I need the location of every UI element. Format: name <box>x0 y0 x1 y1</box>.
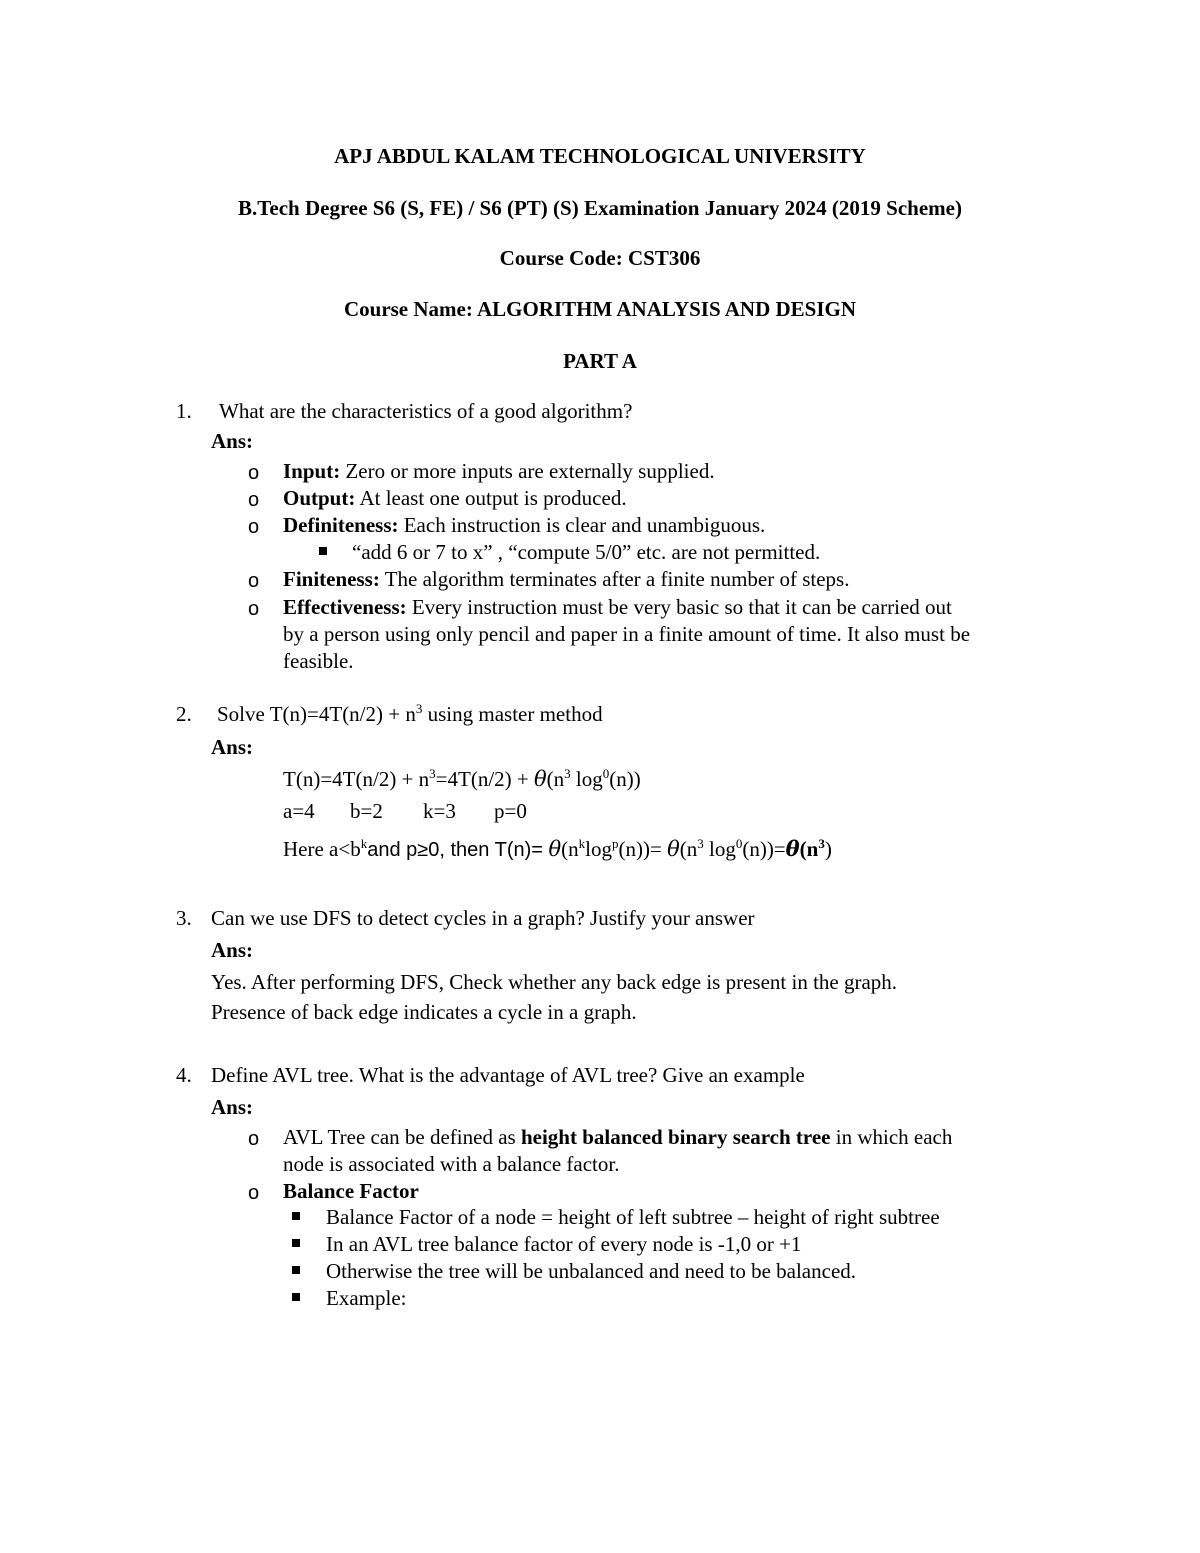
eq-part: log <box>585 837 612 861</box>
item-term: Effectiveness: <box>283 595 407 619</box>
part-heading: PART A <box>563 349 637 373</box>
question-number: 3. <box>176 906 192 930</box>
eq-part: (n <box>679 837 698 861</box>
exponent: 3 <box>697 836 704 851</box>
item-text: At least one output is produced. <box>355 486 627 510</box>
square-bullet-icon <box>292 1293 300 1301</box>
circle-bullet-icon: o <box>248 462 260 484</box>
circle-bullet-icon: o <box>248 1182 260 1204</box>
parameter-a: a=4 <box>283 799 315 823</box>
item-text: AVL Tree can be defined as <box>283 1125 521 1149</box>
list-item <box>283 566 849 592</box>
sub-list-item: Balance Factor of a node = height of left subtree – height of right subtree <box>326 1205 940 1229</box>
question-text: Can we use DFS to detect cycles in a graph? Justify your answer <box>211 906 755 930</box>
item-text: The algorithm terminates after a finite number of steps. <box>379 567 850 591</box>
exponent: 3 <box>564 766 571 781</box>
item-text: Each instruction is clear and unambiguous. <box>398 513 766 537</box>
circle-bullet-icon: o <box>248 598 260 620</box>
eq-part: ) <box>824 837 832 861</box>
circle-bullet-icon: o <box>248 516 260 538</box>
parameter-p: p=0 <box>494 799 527 823</box>
theta-symbol: θ <box>667 837 680 861</box>
list-item <box>283 594 952 620</box>
question-number: 4. <box>176 1063 192 1087</box>
eq-part: (n <box>546 767 565 791</box>
item-term: Output: <box>283 486 356 510</box>
list-item: Balance Factor <box>283 1179 419 1203</box>
course-name: Course Name: ALGORITHM ANALYSIS AND DESIGN <box>343 297 857 321</box>
sub-list-item: In an AVL tree balance factor of every node is -1,0 or +1 <box>326 1232 802 1256</box>
question-text-part: Solve T(n)=4T(n/2) + n <box>217 702 416 726</box>
list-item <box>283 512 765 538</box>
sub-list-item: “add 6 or 7 to x” , “compute 5/0” etc. are not permitted. <box>352 540 821 564</box>
question-number: 2. <box>176 702 192 726</box>
circle-bullet-icon: o <box>248 570 260 592</box>
list-item <box>283 485 627 511</box>
course-code: Course Code: CST306 <box>499 246 701 270</box>
item-text: Zero or more inputs are externally supplied. <box>340 459 715 483</box>
list-item <box>283 458 715 484</box>
sub-list-item: Example: <box>326 1286 407 1310</box>
parameter-b: b=2 <box>350 799 383 823</box>
exam-title: B.Tech Degree S6 (S, FE) / S6 (PT) (S) Examination January 2024 (2019 Scheme) <box>238 196 962 220</box>
eq-part: Here a<b <box>283 837 361 861</box>
item-term: Finiteness: <box>283 567 380 591</box>
square-bullet-icon <box>292 1212 300 1220</box>
list-item <box>283 1124 952 1150</box>
exponent: 3 <box>818 836 825 851</box>
item-text: in which each <box>830 1125 953 1149</box>
list-item-continuation: node is associated with a balance factor. <box>283 1152 620 1176</box>
answer-label: Ans: <box>211 938 254 962</box>
equation-line <box>283 836 832 863</box>
question-text <box>217 701 603 727</box>
item-term: height balanced binary search tree <box>520 1125 831 1149</box>
square-bullet-icon <box>292 1239 300 1247</box>
answer-label: Ans: <box>211 735 254 759</box>
eq-part: log <box>570 767 603 791</box>
eq-part: (n))= <box>742 837 786 861</box>
theta-symbol: θ <box>548 837 562 861</box>
square-bullet-icon <box>319 547 327 555</box>
parameter-k: k=3 <box>423 799 456 823</box>
circle-bullet-icon: o <box>248 1128 260 1150</box>
item-text: Every instruction must be very basic so that it can be carried out <box>406 595 952 619</box>
eq-part: (n <box>561 837 579 861</box>
exponent: p <box>612 836 619 851</box>
eq-part: (n <box>799 837 819 861</box>
question-number: 1. <box>176 399 192 423</box>
sub-list-item: Otherwise the tree will be unbalanced and need to be balanced. <box>326 1259 857 1283</box>
equation-line <box>283 766 641 792</box>
question-text-part: using master method <box>422 702 603 726</box>
exponent: k <box>360 836 368 851</box>
answer-text: Yes. After performing DFS, Check whether any back edge is present in the graph. <box>211 970 898 994</box>
exponent: 0 <box>735 836 743 851</box>
exponent: 3 <box>415 701 423 716</box>
eq-part: =4T(n/2) + <box>435 767 534 791</box>
answer-label: Ans: <box>211 1095 254 1119</box>
circle-bullet-icon: o <box>248 489 260 511</box>
eq-part: log <box>703 837 736 861</box>
exponent: k <box>578 836 586 851</box>
eq-part: (n)) <box>609 767 641 791</box>
list-item-continuation: by a person using only pencil and paper in a finite amount of time. It also must be <box>283 622 971 646</box>
theta-symbol: θ <box>785 836 800 861</box>
exponent: 0 <box>602 766 610 781</box>
question-text: What are the characteristics of a good algorithm? <box>219 399 633 423</box>
university-title: APJ ABDUL KALAM TECHNOLOGICAL UNIVERSITY <box>334 144 866 168</box>
item-term: Definiteness: <box>283 513 399 537</box>
eq-part: (n))= <box>618 837 668 861</box>
eq-part: T(n)=4T(n/2) + n <box>283 767 430 791</box>
answer-text: Presence of back edge indicates a cycle in a graph. <box>211 1000 637 1024</box>
question-text: Define AVL tree. What is the advantage of AVL tree? Give an example <box>211 1063 805 1087</box>
eq-part: and p≥0, then T(n)= <box>367 839 549 861</box>
answer-label: Ans: <box>211 429 254 453</box>
exponent: 3 <box>429 766 436 781</box>
list-item-continuation: feasible. <box>283 649 354 673</box>
theta-symbol: θ <box>534 767 547 791</box>
square-bullet-icon <box>292 1266 300 1274</box>
item-term: Input: <box>283 459 341 483</box>
